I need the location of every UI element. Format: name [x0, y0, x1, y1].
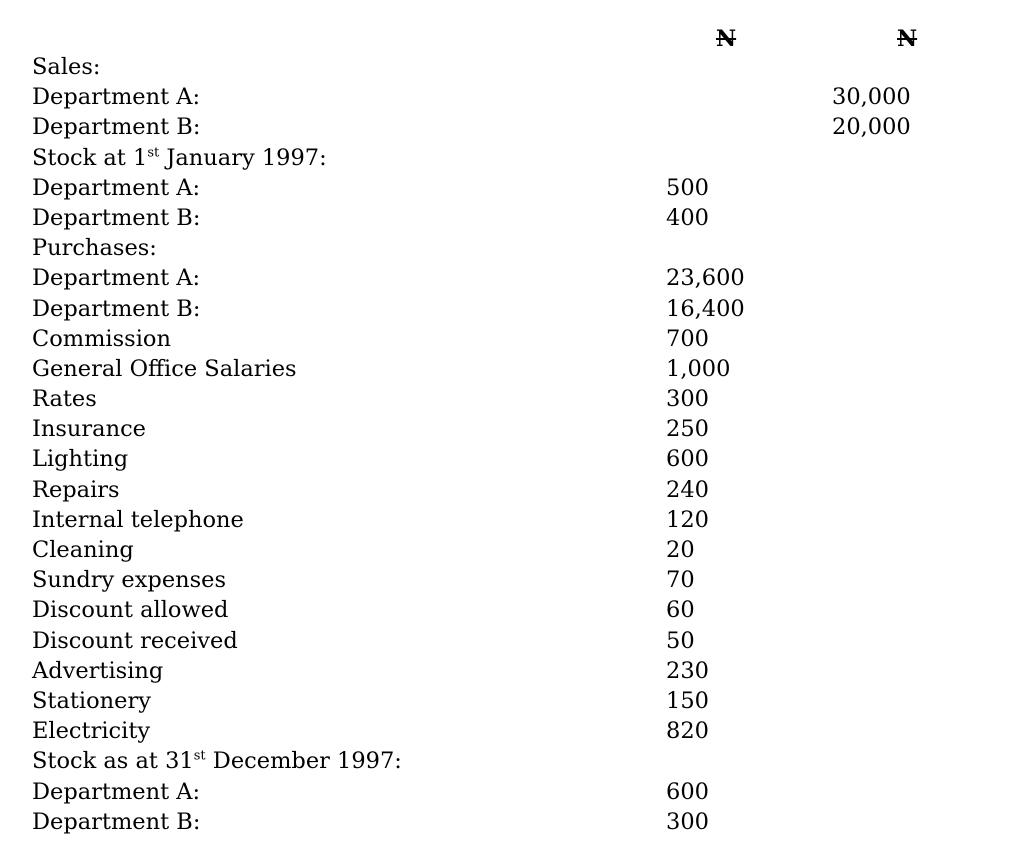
amount-column-1: 60 [666, 597, 695, 624]
ledger-row [32, 595, 992, 625]
row-label: Insurance [32, 416, 146, 443]
amount-column-1: 16,400 [666, 295, 745, 322]
amount-column-1: 500 [666, 174, 709, 201]
amount-column-1: 820 [666, 718, 709, 745]
currency-symbol-column-1: N [716, 26, 737, 52]
row-label: Purchases: [32, 235, 157, 262]
row-label-text: Stock at 1 [32, 144, 148, 171]
amount-column-1: 20 [666, 537, 695, 563]
amount-column-1: 70 [666, 567, 695, 594]
ledger-row [32, 324, 992, 354]
amount-column-1: 250 [666, 416, 709, 443]
ledger-row [32, 777, 992, 807]
currency-header [0, 24, 1024, 54]
ledger-row [32, 354, 992, 384]
row-label: Sundry expenses [32, 567, 227, 594]
row-label: Lighting [32, 446, 129, 473]
ledger-row [32, 475, 992, 505]
ordinal-suffix: st [147, 145, 160, 161]
row-label: Sales: [32, 54, 101, 80]
row-label: Commission [32, 325, 171, 352]
ledger-row [32, 626, 992, 656]
row-label: Cleaning [32, 537, 134, 563]
ledger-row [32, 384, 992, 414]
row-label: Department A: [32, 84, 201, 111]
row-label: Internal telephone [32, 506, 244, 533]
amount-column-1: 300 [666, 386, 709, 413]
row-label-text: January 1997: [159, 144, 327, 171]
amount-column-1: 400 [666, 204, 709, 231]
amount-column-1: 23,600 [666, 265, 745, 292]
ledger-row [32, 294, 992, 324]
row-label-text: December 1997: [205, 748, 402, 775]
row-label: Repairs [32, 476, 120, 503]
row-label: Department A: [32, 174, 201, 201]
ledger-row [32, 686, 992, 716]
row-label: Department B: [32, 114, 201, 141]
ledger-row [32, 203, 992, 233]
ordinal-suffix: st [193, 748, 206, 764]
row-label: Department B: [32, 295, 201, 322]
row-label: General Office Salaries [32, 355, 297, 382]
amount-column-1: 600 [666, 778, 709, 805]
row-label: Rates [32, 386, 97, 413]
ledger-row [32, 82, 992, 112]
amount-column-1: 300 [666, 808, 709, 835]
row-label: Advertising [32, 657, 164, 684]
currency-symbol-column-2: N [897, 26, 918, 52]
row-label-text: Stock as at 31 [32, 748, 194, 775]
amount-column-1: 50 [666, 627, 695, 654]
ledger-row [32, 535, 992, 565]
ledger-row [32, 716, 992, 746]
ledger-row [32, 656, 992, 686]
ledger-row [32, 565, 992, 595]
ledger-row [32, 52, 992, 82]
row-label: Electricity [32, 718, 151, 745]
trial-balance-list [32, 52, 992, 837]
amount-column-1: 600 [666, 446, 709, 473]
row-label: Department B: [32, 204, 201, 231]
ledger-row [32, 112, 992, 142]
row-label: Department A: [32, 778, 201, 805]
ledger-row [32, 444, 992, 474]
ledger-row [32, 263, 992, 293]
ledger-row [32, 233, 992, 263]
ledger-row [32, 505, 992, 535]
ledger-row [32, 173, 992, 203]
amount-column-1: 230 [666, 657, 709, 684]
amount-column-1: 1,000 [666, 355, 731, 382]
row-label [32, 746, 402, 776]
row-label: Discount received [32, 627, 238, 654]
amount-column-2: 30,000 [832, 84, 911, 111]
ledger-row [32, 746, 992, 776]
ledger-row [32, 807, 992, 837]
row-label: Department A: [32, 265, 201, 292]
amount-column-2: 20,000 [832, 114, 911, 141]
row-label: Department B: [32, 808, 201, 835]
amount-column-1: 150 [666, 687, 709, 714]
row-label: Discount allowed [32, 597, 229, 624]
amount-column-1: 120 [666, 506, 709, 533]
amount-column-1: 700 [666, 325, 709, 352]
amount-column-1: 240 [666, 476, 709, 503]
row-label: Stationery [32, 687, 151, 714]
ledger-row [32, 414, 992, 444]
ledger-row [32, 143, 992, 173]
row-label [32, 143, 327, 173]
